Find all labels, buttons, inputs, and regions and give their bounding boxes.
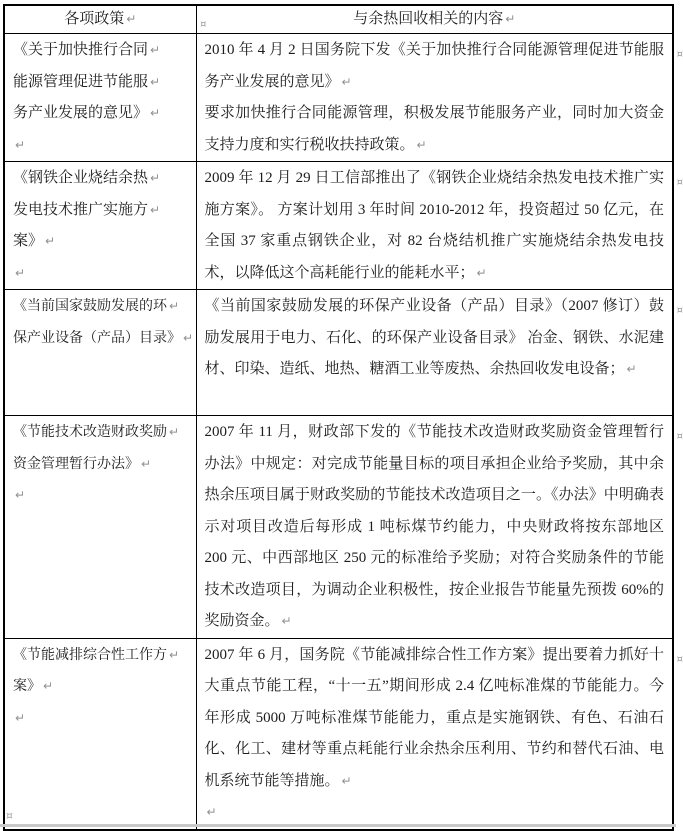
- table-row: [4, 162, 673, 290]
- return-mark: ↵: [206, 805, 217, 819]
- header-content-label: 与余热回收相关的内容: [353, 11, 504, 27]
- content-cell: [196, 638, 683, 830]
- policy-line: [13, 449, 188, 481]
- policy-cell: [4, 290, 196, 416]
- policy-line: [13, 671, 188, 703]
- return-mark: ↵: [505, 12, 516, 26]
- return-mark: ↵: [169, 299, 180, 313]
- return-mark: ↵: [126, 12, 137, 26]
- policy-line: [13, 98, 188, 130]
- policy-line: [13, 35, 188, 67]
- content-paragraph-text: 2007 年 6 月，国务院《节能减排综合性工作方案》提出要着力抓好十大重点节能工程，“十一五”期间形成 2.4 亿吨标准煤的节能能力。今年形成 5000 万吨标准煤节能能力，重点是实施钢铁、有色、石油石化、化工、建材等重点耗能行业余热余压利用、节约和替代石油、电机系统节能等措施。: [204, 646, 664, 789]
- policy-line-text: 务产业发展的意见》: [13, 105, 149, 121]
- return-mark: ↵: [43, 679, 54, 693]
- content-paragraph-text: 2010 年 4 月 2 日国务院下发《关于加快推行合同能源管理促进节能服务产业发展的意见》: [204, 42, 664, 90]
- row-end-mark: ¤: [676, 305, 683, 316]
- policy-line-text: 《节能技术改造财政奖励: [13, 425, 167, 440]
- table-resize-mark: ¤: [6, 809, 13, 822]
- return-mark: ↵: [15, 137, 26, 152]
- policy-line: [13, 703, 188, 735]
- return-mark: ↵: [150, 106, 161, 120]
- content-cell: [196, 34, 683, 162]
- return-mark: ↵: [416, 137, 427, 152]
- policy-cell: [4, 162, 196, 290]
- policy-table: [3, 4, 683, 831]
- return-mark: ↵: [150, 171, 161, 185]
- header-content-column: [196, 5, 673, 34]
- row-end-mark: ¤: [676, 653, 683, 665]
- policy-cell: [4, 416, 196, 639]
- return-mark: ↵: [183, 330, 194, 345]
- policy-line: [13, 323, 194, 355]
- document-page: [0, 4, 683, 827]
- return-mark: ↵: [281, 614, 292, 628]
- content-paragraph: [205, 797, 665, 829]
- return-mark: ↵: [341, 74, 352, 89]
- return-mark: ↵: [141, 456, 152, 471]
- policy-line: [13, 640, 188, 672]
- content-paragraph-text: 要求加快推行合同能源管理，积极发展节能服务产业，同时加大资金支持力度和实行税收扶持政策。: [204, 105, 664, 153]
- header-row: [4, 5, 673, 34]
- policy-line-text: 能源管理促进节能服: [13, 73, 149, 90]
- return-mark: ↵: [150, 74, 161, 89]
- policy-line-text: 《当前国家鼓励发展的环: [13, 299, 167, 314]
- policy-line-text: 《节能减排综合性工作方: [13, 647, 167, 663]
- policy-line-text: 案》: [13, 233, 44, 249]
- row-end-mark: ¤: [200, 19, 207, 30]
- table-row: [4, 290, 673, 416]
- content-paragraph: [205, 640, 665, 798]
- policy-line: [13, 130, 188, 162]
- policy-line: [13, 163, 188, 195]
- row-end-mark: ¤: [676, 49, 683, 60]
- table-row: [4, 34, 673, 162]
- return-mark: ↵: [15, 488, 26, 502]
- policy-line: [13, 195, 188, 227]
- table-row: [4, 638, 673, 830]
- policy-line: [13, 480, 188, 512]
- return-mark: ↵: [150, 43, 161, 57]
- header-policy-label: 各项政策: [64, 11, 125, 27]
- policy-line-text: 保产业设备（产品）目录》: [13, 330, 181, 346]
- return-mark: ↵: [476, 265, 487, 280]
- content-paragraph: [205, 35, 665, 98]
- return-mark: ↵: [626, 362, 637, 376]
- content-cell: [196, 162, 683, 290]
- policy-line: [13, 417, 188, 449]
- policy-line: [13, 291, 188, 323]
- policy-cell: [4, 34, 196, 162]
- row-end-mark: ¤: [676, 431, 683, 442]
- return-mark: ↵: [169, 425, 180, 439]
- content-paragraph: [205, 417, 665, 638]
- return-mark: ↵: [150, 202, 161, 217]
- content-cell: [196, 416, 683, 639]
- return-mark: ↵: [15, 710, 26, 725]
- row-end-mark: ¤: [676, 177, 683, 188]
- policy-line: [13, 258, 188, 290]
- return-mark: ↵: [15, 265, 26, 280]
- return-mark: ↵: [341, 773, 352, 788]
- policy-line-text: 《关于加快推行合同: [13, 42, 149, 58]
- table-row: [4, 416, 673, 639]
- policy-cell: [4, 638, 196, 830]
- return-mark: ↵: [169, 647, 180, 662]
- policy-line: [13, 226, 188, 258]
- header-policy-column: [4, 5, 207, 34]
- content-paragraph: [205, 98, 665, 161]
- policy-line: [13, 67, 188, 99]
- content-paragraph-text: 2009 年 12 月 29 日工信部推出了《钢铁企业烧结余热发电技术推广实施方案》。 方案计划用 3 年时间 2010-2012 年，投资超过 50 亿元，在全国 37 家重点钢铁企业，对 82 台烧结机推广实施烧结余热发电技术，以降低这个高耗能行业的能耗水平；: [204, 170, 664, 281]
- content-paragraph: [205, 291, 665, 386]
- policy-line-text: 发电技术推广实施方: [13, 201, 149, 218]
- return-mark: ↵: [45, 234, 56, 248]
- content-paragraph: [205, 163, 665, 289]
- content-cell: [196, 290, 683, 416]
- policy-line-text: 《钢铁企业烧结余热: [13, 170, 149, 186]
- policy-line-text: 案》: [13, 679, 41, 694]
- policy-line-text: 资金管理暂行办法》: [13, 456, 139, 472]
- content-paragraph-text: 2007 年 11 月，财政部下发的《节能技术改造财政奖励资金管理暂行办法》中规定：对完成节能量目标的项目承担企业给予奖励，其中余热余压项目属于财政奖励的节能技术改造项目之一。《办法》中明确表示对项目改造后每形成 1 吨标煤节约能力，中央财政将按东部地区 200 元、中西部地区 250 元的标准给予奖励；对符合奖励条件的节能技术改造项目，为调动企业积极性，按企业报告节能量先预拨 60%的奖励资金。: [204, 424, 664, 629]
- content-paragraph-text: 《当前国家鼓励发展的环保产业设备（产品）目录》（2007 修订）鼓励发展用于电力、石化、的环保产业设备目录》 冶金、钢铁、水泥建材、印染、造纸、地热、糖酒工业等废热、余热回收发电设备；: [204, 298, 664, 377]
